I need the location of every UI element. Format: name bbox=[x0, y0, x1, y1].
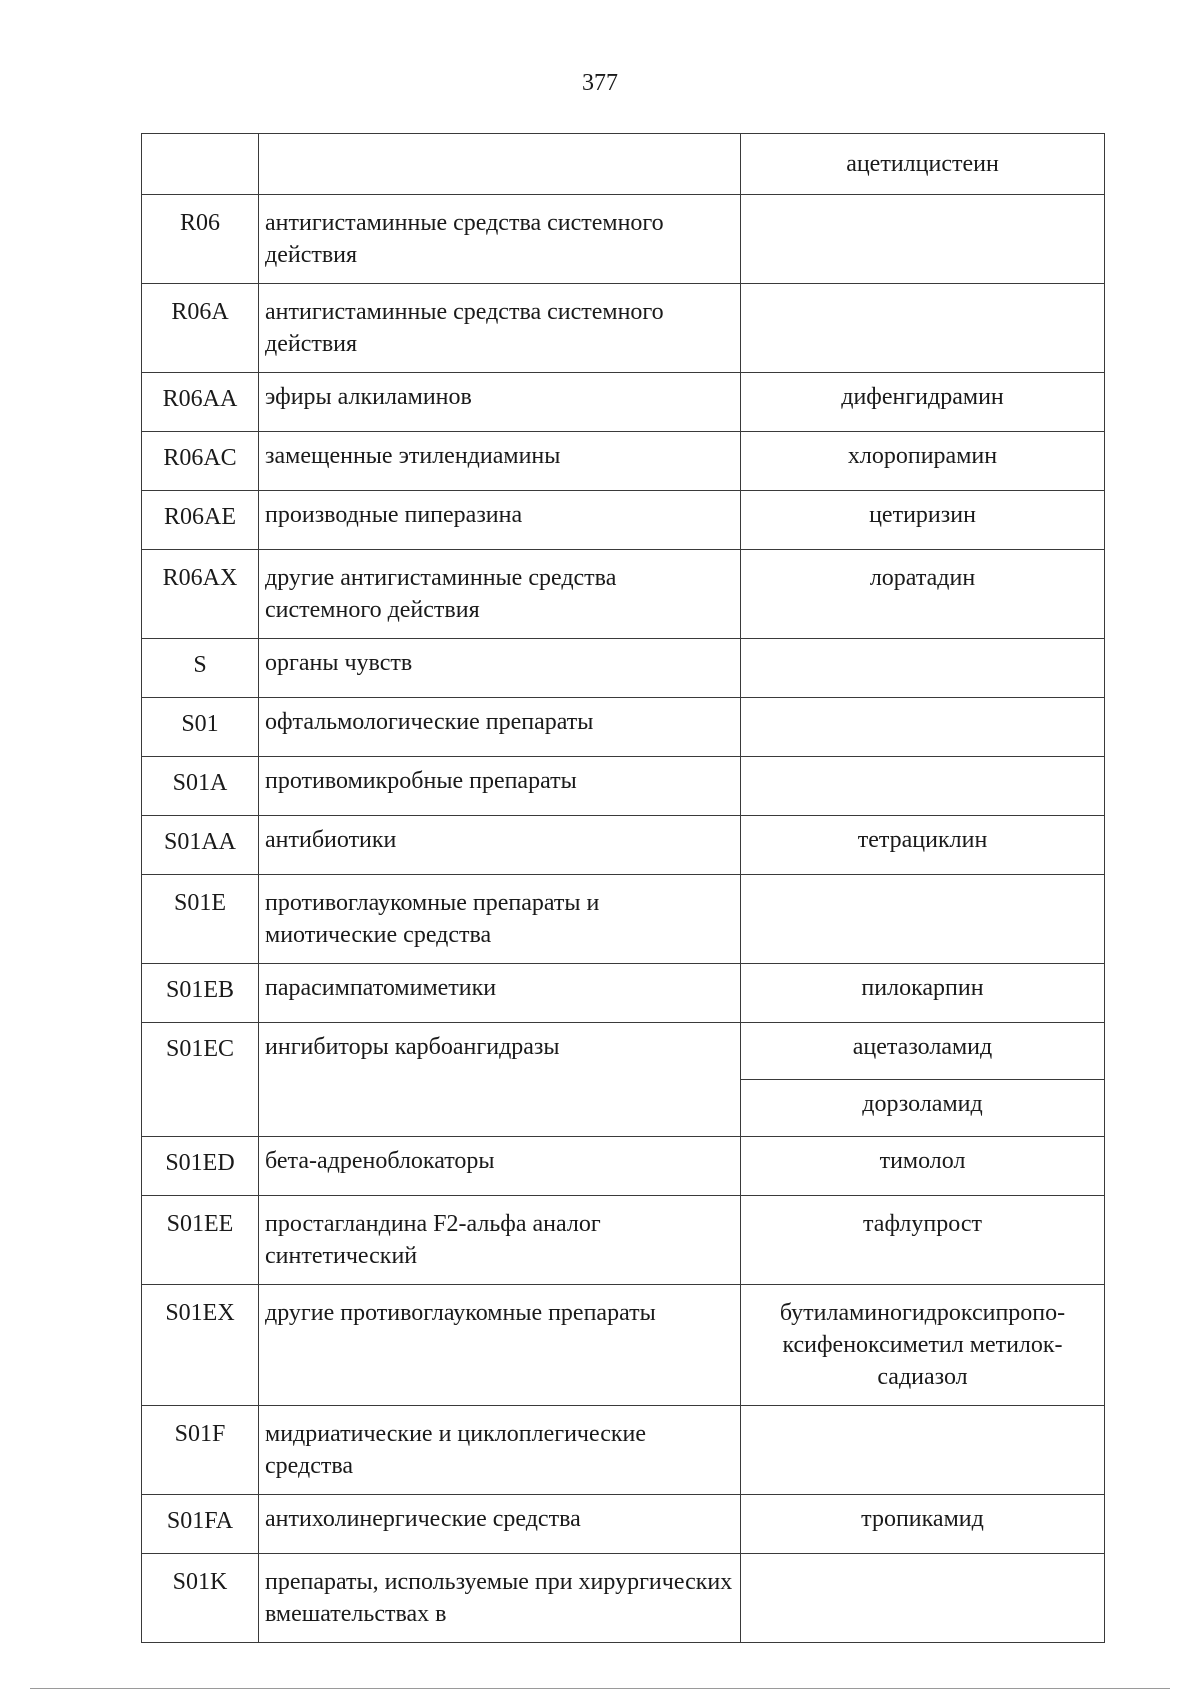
group-name-cell: препараты, используемые при хирургических вмешательствах в bbox=[259, 1554, 741, 1643]
table-row bbox=[142, 875, 1105, 964]
drug-name-cell: тимолол bbox=[741, 1137, 1105, 1196]
group-name-cell: противоглаукомные препараты и миотические средства bbox=[259, 875, 741, 964]
drug-name-cell: цетиризин bbox=[741, 491, 1105, 550]
table-row bbox=[142, 964, 1105, 1023]
table-row bbox=[142, 1137, 1105, 1196]
atc-table-body bbox=[142, 134, 1105, 1643]
drug-name-cell bbox=[741, 639, 1105, 698]
group-name-cell: антихолинергические средства bbox=[259, 1495, 741, 1554]
table-row bbox=[142, 757, 1105, 816]
atc-code-cell: R06AE bbox=[142, 491, 259, 550]
drug-name-cell bbox=[741, 1406, 1105, 1495]
group-name-cell: антибиотики bbox=[259, 816, 741, 875]
group-name-cell: простагландина F2-альфа аналог синтетический bbox=[259, 1196, 741, 1285]
drug-name-cell: тетрациклин bbox=[741, 816, 1105, 875]
drug-name-cell: тропикамид bbox=[741, 1495, 1105, 1554]
table-row bbox=[142, 134, 1105, 195]
group-name-cell: противомикробные препараты bbox=[259, 757, 741, 816]
table-row bbox=[142, 1495, 1105, 1554]
table-row bbox=[142, 1406, 1105, 1495]
group-name-cell bbox=[259, 134, 741, 195]
table-row bbox=[142, 195, 1105, 284]
drug-name-cell bbox=[741, 875, 1105, 964]
group-name-cell: офтальмологические препараты bbox=[259, 698, 741, 757]
drug-name-cell: хлоропирамин bbox=[741, 432, 1105, 491]
atc-code-cell: S01EC bbox=[142, 1023, 259, 1137]
table-row bbox=[142, 1023, 1105, 1080]
group-name-cell: органы чувств bbox=[259, 639, 741, 698]
atc-code-cell: R06AA bbox=[142, 373, 259, 432]
drug-name-cell bbox=[741, 284, 1105, 373]
atc-code-cell bbox=[142, 134, 259, 195]
group-name-cell: производные пиперазина bbox=[259, 491, 741, 550]
group-name-cell: бета-адреноблокаторы bbox=[259, 1137, 741, 1196]
atc-code-cell: S01EX bbox=[142, 1285, 259, 1406]
atc-code-cell: R06AC bbox=[142, 432, 259, 491]
drug-name-cell: тафлупрост bbox=[741, 1196, 1105, 1285]
atc-code-cell: S01ED bbox=[142, 1137, 259, 1196]
group-name-cell: замещенные этилендиамины bbox=[259, 432, 741, 491]
atc-code-cell: S01EB bbox=[142, 964, 259, 1023]
atc-code-cell: S01A bbox=[142, 757, 259, 816]
group-name-cell: антигистаминные средства системного действия bbox=[259, 195, 741, 284]
table-row bbox=[142, 284, 1105, 373]
atc-code-cell: R06AX bbox=[142, 550, 259, 639]
atc-code-cell: R06A bbox=[142, 284, 259, 373]
drug-name-cell bbox=[741, 195, 1105, 284]
atc-code-cell: S01EE bbox=[142, 1196, 259, 1285]
scan-edge-divider bbox=[30, 1688, 1170, 1689]
drug-name-cell: ацетилцистеин bbox=[741, 134, 1105, 195]
drug-name-cell: пилокарпин bbox=[741, 964, 1105, 1023]
atc-code-cell: S01E bbox=[142, 875, 259, 964]
atc-code-cell: S01F bbox=[142, 1406, 259, 1495]
drug-name-cell: бутиламиногидроксипропо-ксифеноксиметил метилок-садиазол bbox=[741, 1285, 1105, 1406]
atc-code-cell: S01AA bbox=[142, 816, 259, 875]
page-number: 377 bbox=[582, 70, 618, 96]
table-row bbox=[142, 432, 1105, 491]
drug-name-cell: ацетазоламид bbox=[741, 1023, 1105, 1080]
table-row bbox=[142, 373, 1105, 432]
table-row bbox=[142, 491, 1105, 550]
atc-table bbox=[141, 133, 1105, 1643]
table-row bbox=[142, 1285, 1105, 1406]
table-row bbox=[142, 816, 1105, 875]
atc-code-cell: R06 bbox=[142, 195, 259, 284]
group-name-cell: другие антигистаминные средства системного действия bbox=[259, 550, 741, 639]
group-name-cell: антигистаминные средства системного действия bbox=[259, 284, 741, 373]
drug-name-cell bbox=[741, 1554, 1105, 1643]
drug-name-cell: дорзоламид bbox=[741, 1080, 1105, 1137]
table-row bbox=[142, 698, 1105, 757]
group-name-cell: мидриатические и циклоплегические средства bbox=[259, 1406, 741, 1495]
atc-code-cell: S bbox=[142, 639, 259, 698]
group-name-cell: ингибиторы карбоангидразы bbox=[259, 1023, 741, 1137]
atc-code-cell: S01 bbox=[142, 698, 259, 757]
group-name-cell: эфиры алкиламинов bbox=[259, 373, 741, 432]
drug-name-cell: лоратадин bbox=[741, 550, 1105, 639]
drug-name-cell: дифенгидрамин bbox=[741, 373, 1105, 432]
group-name-cell: другие противоглаукомные препараты bbox=[259, 1285, 741, 1406]
group-name-cell: парасимпатомиметики bbox=[259, 964, 741, 1023]
table-row bbox=[142, 550, 1105, 639]
table-row bbox=[142, 1196, 1105, 1285]
atc-code-cell: S01FA bbox=[142, 1495, 259, 1554]
drug-name-cell bbox=[741, 757, 1105, 816]
table-row bbox=[142, 639, 1105, 698]
table-row bbox=[142, 1554, 1105, 1643]
drug-name-cell bbox=[741, 698, 1105, 757]
atc-code-cell: S01K bbox=[142, 1554, 259, 1643]
